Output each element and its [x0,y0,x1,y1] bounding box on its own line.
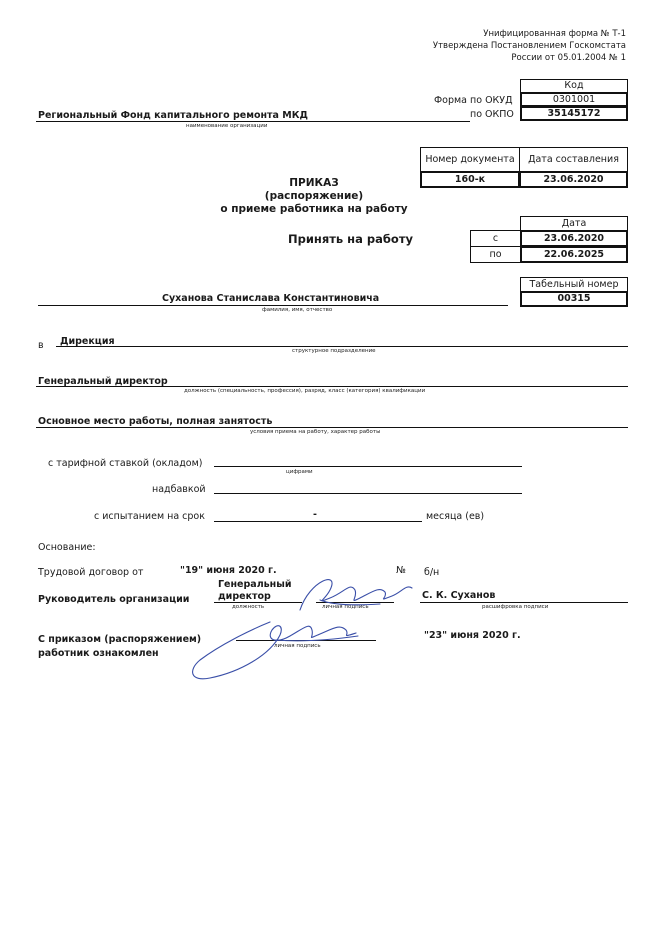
head-name: С. К. Суханов [422,590,496,601]
acquainted-label [38,633,201,661]
head-label: Руководитель организации [38,594,190,605]
head-signature-stroke [320,600,380,605]
okud-label: Форма по ОКУД [434,95,513,106]
contract-label: Трудовой договор от [38,567,144,578]
doc-date-value: 23.06.2020 [519,171,628,188]
doc-date-header: Дата составления [519,147,628,172]
conditions-line [36,427,628,428]
okpo-value: 35145172 [520,106,628,121]
contract-date: "19" июня 2020 г. [180,565,277,576]
okpo-label: по ОКПО [470,109,514,120]
head-sign-caption: личная подпись [322,604,369,610]
date-header: Дата [520,216,628,231]
position-caption: должность (специальность, профессия), разряд, класс (категория) квалификации [184,388,426,394]
hire-title: Принять на работу [288,232,413,246]
form-header-line1: Унифицированная форма № Т-1 [483,29,626,39]
probation-line [214,521,422,522]
bonus-line [214,493,522,494]
head-position-line1: Генеральный [218,579,292,590]
tab-number-header: Табельный номер [520,277,628,292]
conditions-value: Основное место работы, полная занятость [38,416,273,427]
acquainted-line1: С приказом (распоряжением) [38,634,202,645]
tab-number-value: 00315 [520,291,628,307]
form-header [433,28,626,64]
employee-name-line [38,305,508,306]
conditions-caption: условия приема на работу, характер работы [250,429,381,435]
title-line3: о приеме работника на работу [220,203,408,215]
employee-name: Суханова Станислава Константиновича [162,293,380,304]
rate-label: с тарифной ставкой (окладом) [48,458,203,469]
acquainted-date: "23" июня 2020 г. [424,630,521,641]
doc-number-header: Номер документа [420,147,520,172]
title-line1: ПРИКАЗ [289,177,339,189]
form-header-line3: России от 05.01.2004 № 1 [511,53,626,63]
date-from-label: с [470,230,521,247]
doc-number-value: 160-к [420,171,520,188]
contract-num-sign: № [396,565,406,576]
organization-caption: наименование организации [186,123,268,129]
contract-num-value: б/н [424,567,440,578]
acquainted-signature-stroke [193,622,356,679]
date-to-value: 22.06.2025 [520,246,628,263]
probation-suffix: месяца (ев) [426,511,485,522]
rate-line [214,466,522,467]
date-from-value: 23.06.2020 [520,230,628,247]
date-to-label: по [470,246,521,263]
division-value: Дирекция [60,336,115,347]
head-name-caption: расшифровка подписи [482,604,549,610]
employee-name-caption: фамилия, имя, отчество [262,307,333,313]
acquainted-sign-caption: личная подпись [274,643,321,649]
title-line2: (распоряжение) [264,190,364,202]
position-line [36,386,628,387]
organization-name: Региональный Фонд капитального ремонта МКД [38,110,308,121]
bonus-label: надбавкой [152,484,206,495]
head-name-line [420,602,628,603]
signature-drawing [180,560,430,690]
head-signature-stroke [300,580,412,610]
position-value: Генеральный директор [38,376,168,387]
division-line [56,346,628,347]
head-position-caption: должность [232,604,265,610]
document-title [196,177,432,216]
rate-caption: цифрами [286,469,313,475]
organization-line [36,121,470,122]
division-caption: структурное подразделение [292,348,376,354]
head-position-line2: директор [218,591,271,602]
basis-label: Основание: [38,542,96,553]
division-prefix: в [38,340,44,351]
probation-value: - [313,509,317,520]
kod-header: Код [520,79,628,93]
okud-value: 0301001 [520,92,628,107]
acquainted-line2: работник ознакомлен [38,648,159,659]
probation-label: с испытанием на срок [94,511,205,522]
form-header-line2: Утверждена Постановлением Госкомстата [432,41,626,51]
